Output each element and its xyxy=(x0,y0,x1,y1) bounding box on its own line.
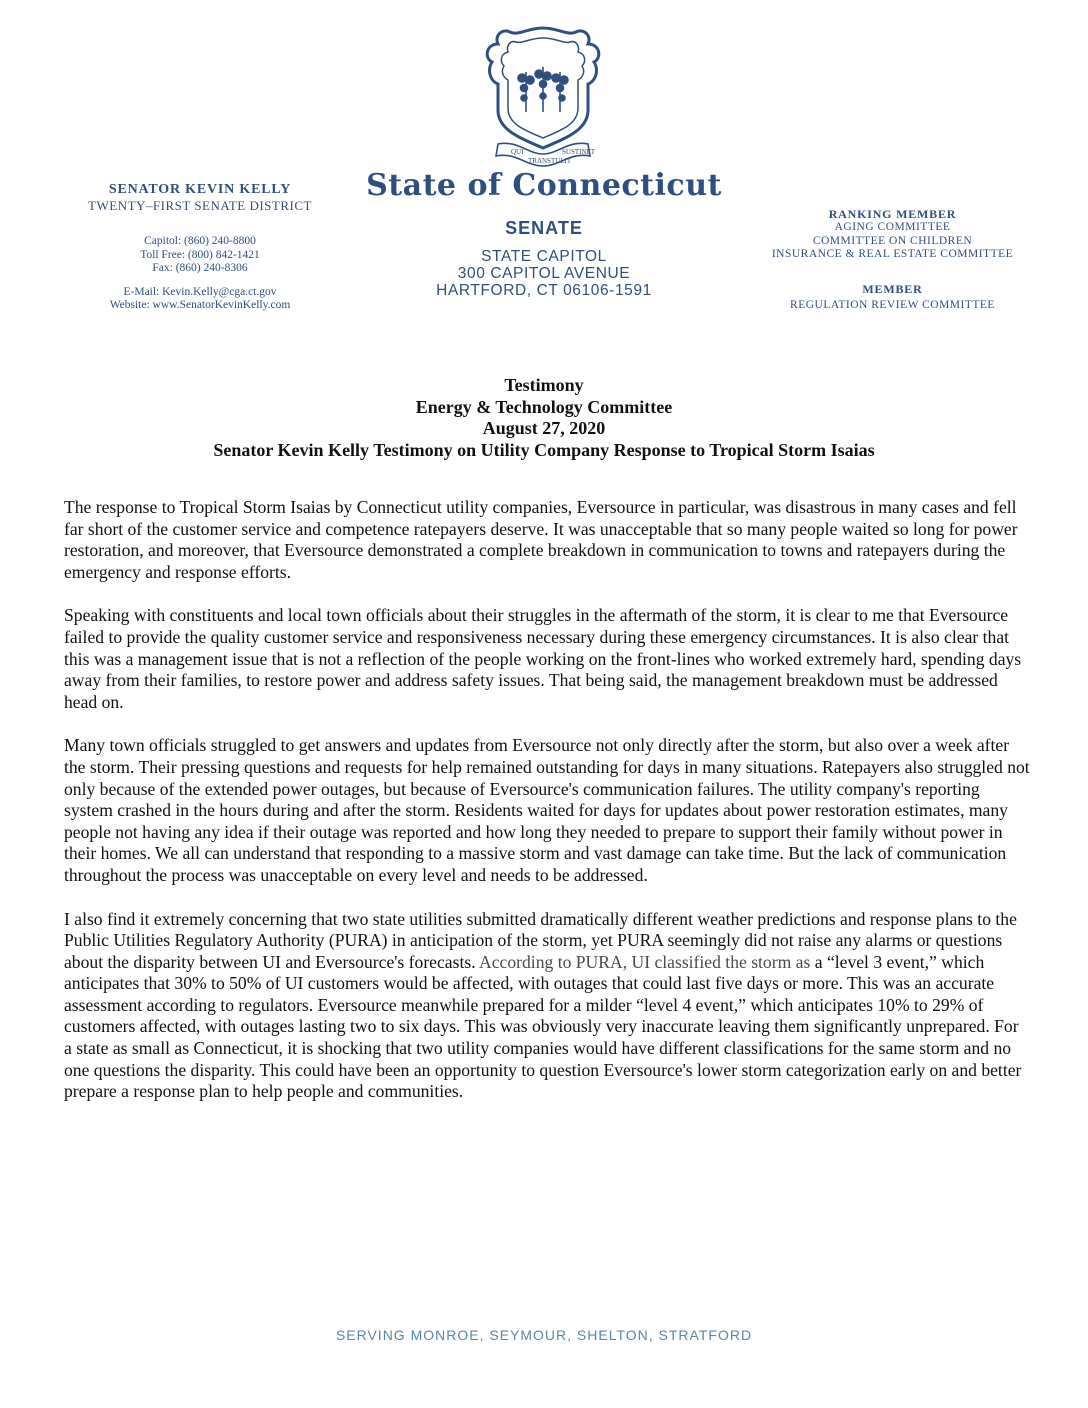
paragraph-text: a “level 3 event,” which anticipates that 30% to 50% of UI customers would be affected, with outages that could last five days or more. This was an accurate assessment according to regulators. Eversource meanwhile prepared for a milder “level 4 event,” which anticipates 10% to 29% of customers affected, with outages lasting two to six days. This was obviously very inaccurate leaving them significantly unprepared. For a state as small as Connecticut, it is shocking that two utility companies would have different classifications for the same storm and no one questions the disparity. This could have been an opportunity to question Eversource's lower storm categorization early on and better prepare a response plan to help people and communities. xyxy=(64,951,1022,1102)
senator-contact-block xyxy=(60,182,340,313)
chamber-name: SENATE xyxy=(505,218,583,238)
paragraph: The response to Tropical Storm Isaias by Connecticut utility companies, Eversource in particular, was disastrous in many cases and fell far short of the customer service and competence ratepayers deserve. It was unacceptable that so many people waited so long for power restoration, and moreover, that Eversource demonstrated a complete breakdown in communication to towns and ratepayers during the emergency and response efforts. xyxy=(64,497,1018,582)
seal-banner-mid: TRANSTULIT xyxy=(528,157,572,165)
committee-item: COMMITTEE ON CHILDREN xyxy=(812,234,973,247)
member-heading: MEMBER xyxy=(862,281,923,296)
testimony-title xyxy=(0,375,1088,461)
committee-block xyxy=(755,207,1030,312)
testimony-body xyxy=(64,497,1030,1125)
ranking-member-heading: RANKING MEMBER xyxy=(828,207,957,221)
pura-citation-text: According to PURA, UI classified the storm as xyxy=(479,951,811,972)
paragraph xyxy=(64,909,1030,1103)
state-title: State of Connecticut xyxy=(366,168,722,203)
committee-item: AGING COMMITTEE xyxy=(834,221,951,233)
title-line: Energy & Technology Committee xyxy=(415,396,673,417)
senate-district: TWENTY–FIRST SENATE DISTRICT xyxy=(88,198,312,213)
capitol-phone: Capitol: (860) 240-8800 xyxy=(144,235,256,247)
paragraph: Many town officials struggled to get answers and updates from Eversource not only directly after the storm, but also over a week after the storm. Their pressing questions and requests for help remained outstanding for days in many situations. Ratepayers also struggled not only because of the extended power outages, but because of Eversource's communication failures. The utility company's reporting system crashed in the hours during and after the storm. Residents waited for days for updates about power restoration estimates, many people not having any idea if their outage was reported and how long they needed to prepare to support their family without power in their homes. We all can understand that responding to a massive storm and vast damage can take time. But the lack of communication throughout the process was unacceptable on every level and needs to be addressed. xyxy=(64,735,1030,885)
website-link[interactable]: Website: www.SenatorKevinKelly.com xyxy=(109,299,291,311)
committee-item: INSURANCE & REAL ESTATE COMMITTEE xyxy=(771,248,1014,260)
state-seal-icon xyxy=(458,22,628,172)
title-line: Senator Kevin Kelly Testimony on Utility Company Response to Tropical Storm Isaias xyxy=(213,439,875,460)
address-line: STATE CAPITOL xyxy=(481,248,607,265)
seal-banner-right: SUSTINET xyxy=(562,148,596,156)
seal-banner-left: QUI xyxy=(511,148,524,156)
senator-name: SENATOR KEVIN KELLY xyxy=(108,182,292,197)
title-line: Testimony xyxy=(504,375,584,395)
committee-item: REGULATION REVIEW COMMITTEE xyxy=(790,298,995,311)
fax-number: Fax: (860) 240-8306 xyxy=(152,262,248,274)
footer-service-area: SERVING MONROE, SEYMOUR, SHELTON, STRATFORD xyxy=(335,1327,753,1343)
address-line: 300 CAPITOL AVENUE xyxy=(457,265,631,282)
address-line: HARTFORD, CT 06106-1591 xyxy=(436,282,652,299)
email-link[interactable]: E-Mail: Kevin.Kelly@cga.ct.gov xyxy=(123,285,277,298)
toll-free-phone: Toll Free: (800) 842-1421 xyxy=(140,248,260,261)
paragraph: Speaking with constituents and local town officials about their struggles in the aftermath of the storm, it is clear to me that Eversource failed to provide the quality customer service and responsiveness necessary during these emergency circumstances. It is also clear that this was a management issue that is not a reflection of the people working on the front-lines who worked extremely hard, spending days away from their families, to restore power and address safety issues. That being said, the management breakdown must be addressed head on. xyxy=(64,605,1022,712)
title-line: August 27, 2020 xyxy=(482,418,606,438)
paragraph-text: I also find it extremely concerning that two state utilities submitted dramatically different weather predictions and response plans to the Public Utilities Regulatory Authority (PURA) in anticipation of the storm, yet PURA seemingly did not raise any alarms or questions about the disparity between UI and Eversource's forecasts. xyxy=(64,908,1017,972)
